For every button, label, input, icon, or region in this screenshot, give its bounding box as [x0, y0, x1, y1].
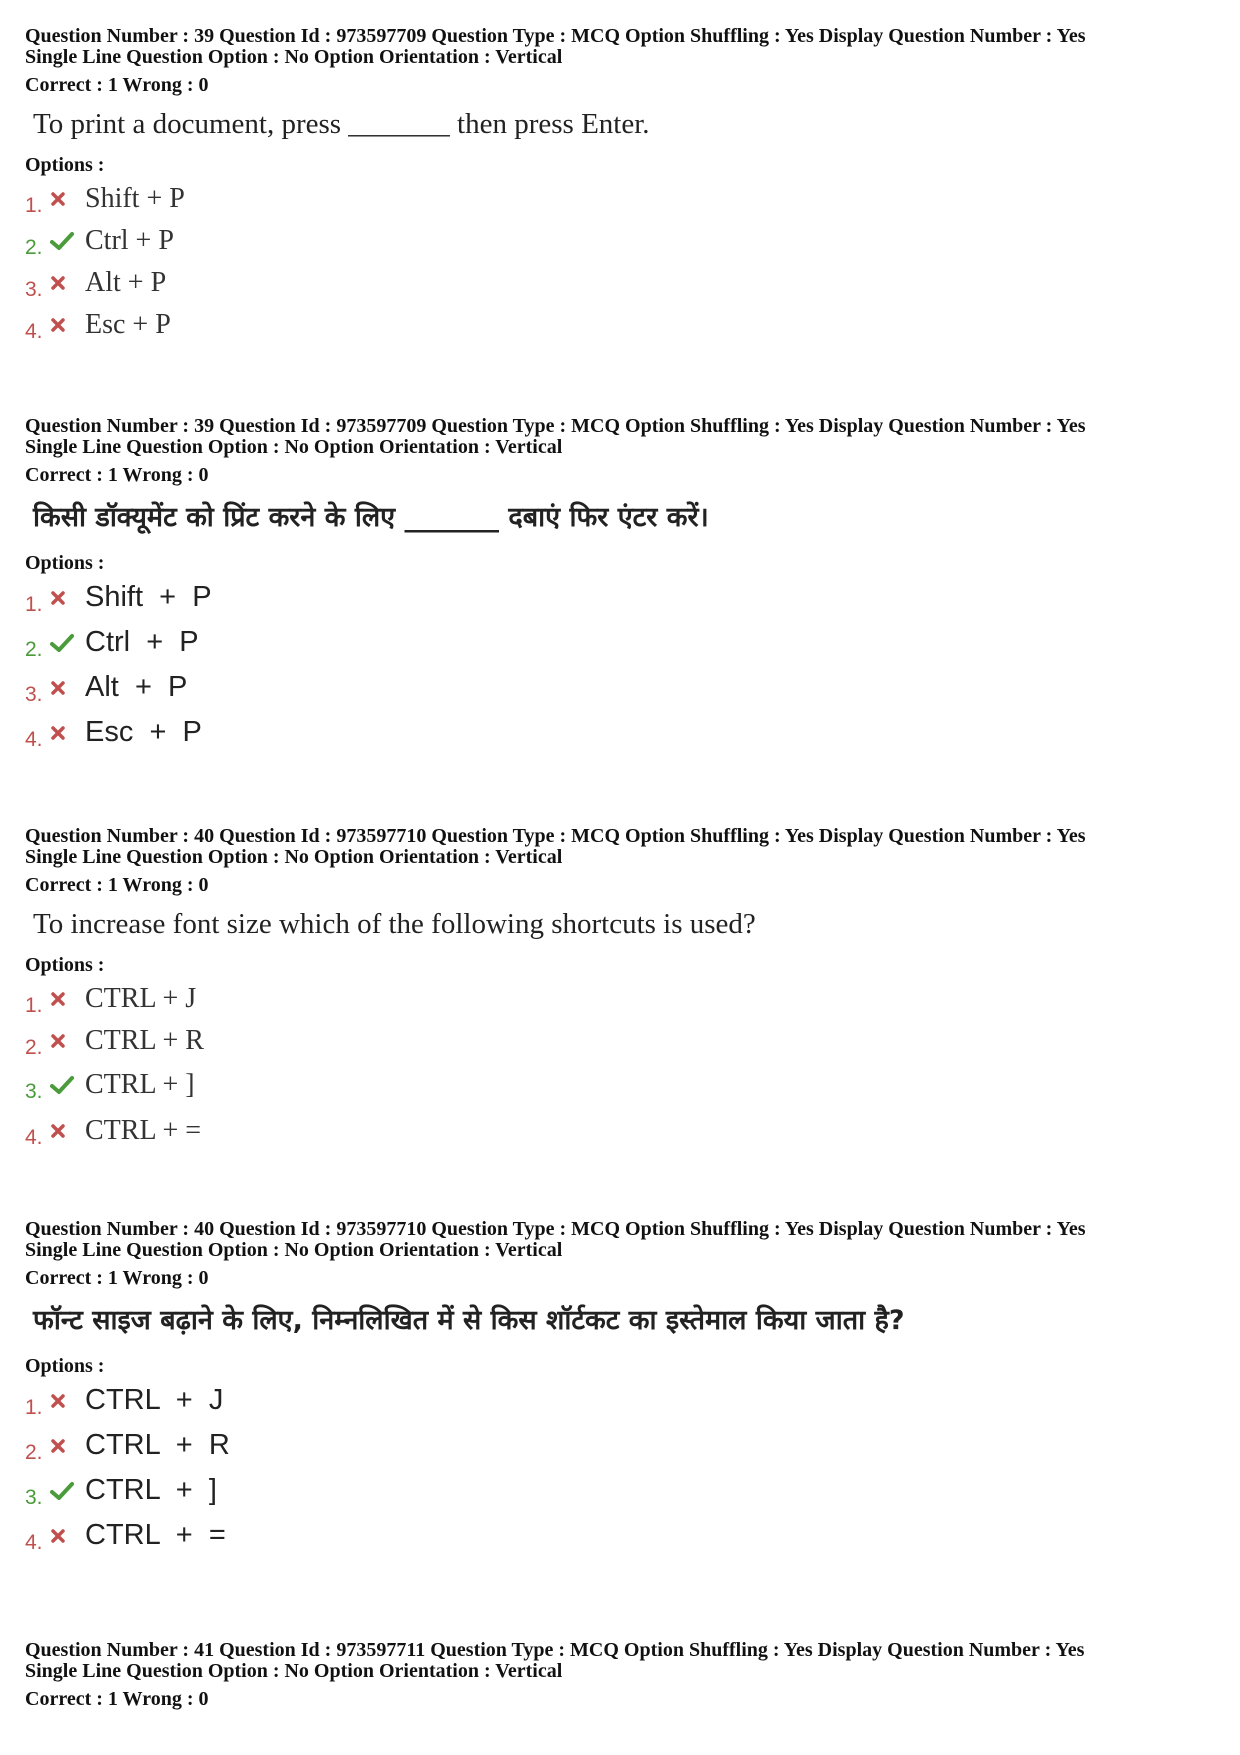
question-text: किसी डॉक्यूमेंट को प्रिंट करने के लिए _______ दबाएं फिर एंटर करें।	[33, 502, 709, 533]
meta-line-2: Single Line Question Option : No Option Orientation : Vertical	[25, 46, 563, 68]
option-row	[25, 225, 1215, 257]
option-text: Alt + P	[85, 267, 167, 298]
cross-icon	[50, 1393, 85, 1409]
question-text: To increase font size which of the following shortcuts is used?	[33, 908, 756, 940]
option-row	[25, 716, 1215, 749]
option-row	[25, 581, 1215, 614]
cross-icon	[50, 590, 85, 606]
cross-icon	[50, 191, 85, 207]
option-row	[25, 1429, 1215, 1462]
option-text: Esc + P	[85, 716, 202, 748]
option-row	[25, 1519, 1215, 1552]
marking-scheme: Correct : 1 Wrong : 0	[25, 1688, 209, 1710]
option-number: 1.	[25, 994, 43, 1017]
option-text: Ctrl + P	[85, 225, 174, 256]
marking-scheme: Correct : 1 Wrong : 0	[25, 464, 209, 486]
cross-icon	[50, 1438, 85, 1454]
options-label: Options :	[25, 552, 105, 574]
option-number: 4.	[25, 1126, 43, 1149]
cross-icon	[50, 275, 85, 291]
cross-icon	[50, 680, 85, 696]
option-text: CTRL + R	[85, 1025, 204, 1056]
option-row	[25, 1025, 1215, 1057]
question-meta	[25, 1219, 1215, 1261]
check-icon	[50, 1481, 85, 1501]
option-number: 2.	[25, 1440, 43, 1464]
meta-line-2: Single Line Question Option : No Option Orientation : Vertical	[25, 1660, 563, 1682]
meta-line-1: Question Number : 40 Question Id : 973597710 Question Type : MCQ Option Shuffling : Yes Display Question Number : Yes	[25, 825, 1086, 847]
option-row	[25, 309, 1215, 341]
cross-icon	[50, 317, 85, 333]
meta-line-1: Question Number : 40 Question Id : 973597710 Question Type : MCQ Option Shuffling : Yes Display Question Number : Yes	[25, 1218, 1086, 1240]
option-text: Esc + P	[85, 309, 171, 340]
check-icon	[50, 633, 85, 653]
option-text: Alt + P	[85, 671, 188, 703]
option-text: CTRL + ]	[85, 1069, 195, 1100]
cross-icon	[50, 725, 85, 741]
question-meta	[25, 826, 1215, 868]
meta-line-2: Single Line Question Option : No Option Orientation : Vertical	[25, 1239, 563, 1261]
meta-line-1: Question Number : 41 Question Id : 973597711 Question Type : MCQ Option Shuffling : Yes Display Question Number : Yes	[25, 1639, 1085, 1661]
option-row	[25, 1384, 1215, 1417]
cross-icon	[50, 1528, 85, 1544]
marking-scheme: Correct : 1 Wrong : 0	[25, 1267, 209, 1289]
marking-scheme: Correct : 1 Wrong : 0	[25, 74, 209, 96]
option-text: CTRL + =	[85, 1115, 202, 1146]
option-number: 1.	[25, 194, 43, 217]
option-number: 3.	[25, 1485, 43, 1509]
question-meta	[25, 416, 1215, 458]
option-number: 2.	[25, 637, 43, 661]
meta-line-1: Question Number : 39 Question Id : 973597709 Question Type : MCQ Option Shuffling : Yes Display Question Number : Yes	[25, 415, 1086, 437]
option-number: 1.	[25, 592, 43, 616]
question-text: To print a document, press _______ then press Enter.	[33, 108, 650, 140]
meta-line-2: Single Line Question Option : No Option Orientation : Vertical	[25, 436, 563, 458]
check-icon	[50, 1075, 85, 1095]
option-number: 4.	[25, 1530, 43, 1554]
option-row	[25, 267, 1215, 299]
question-block-39-en	[25, 26, 1215, 341]
question-block-40-en	[25, 826, 1215, 1147]
option-number: 4.	[25, 727, 43, 751]
check-icon	[50, 231, 85, 251]
question-block-40-hi	[25, 1219, 1215, 1552]
options-label: Options :	[25, 1355, 105, 1377]
option-row	[25, 626, 1215, 659]
option-row	[25, 1115, 1215, 1147]
option-text: CTRL + =	[85, 1519, 226, 1551]
option-row	[25, 1474, 1215, 1507]
question-block-41-en	[25, 1640, 1215, 1710]
options-label: Options :	[25, 154, 105, 176]
option-text: Shift + P	[85, 581, 212, 613]
option-text: Ctrl + P	[85, 626, 199, 658]
cross-icon	[50, 1033, 85, 1049]
option-number: 3.	[25, 1080, 43, 1103]
option-text: CTRL + ]	[85, 1474, 217, 1506]
cross-icon	[50, 1123, 85, 1139]
option-number: 4.	[25, 320, 43, 343]
meta-line-1: Question Number : 39 Question Id : 973597709 Question Type : MCQ Option Shuffling : Yes Display Question Number : Yes	[25, 25, 1086, 47]
marking-scheme: Correct : 1 Wrong : 0	[25, 874, 209, 896]
option-row	[25, 1069, 1215, 1101]
option-row	[25, 983, 1215, 1015]
cross-icon	[50, 991, 85, 1007]
question-block-39-hi	[25, 416, 1215, 749]
option-text: CTRL + J	[85, 983, 197, 1014]
option-number: 2.	[25, 1036, 43, 1059]
option-row	[25, 183, 1215, 215]
option-number: 3.	[25, 278, 43, 301]
option-row	[25, 671, 1215, 704]
option-number: 3.	[25, 682, 43, 706]
meta-line-2: Single Line Question Option : No Option Orientation : Vertical	[25, 846, 563, 868]
question-text: फॉन्ट साइज बढ़ाने के लिए, निम्नलिखित में से किस शॉर्टकट का इस्तेमाल किया जाता है?	[33, 1305, 905, 1336]
option-text: Shift + P	[85, 183, 185, 214]
option-number: 1.	[25, 1395, 43, 1419]
option-text: CTRL + R	[85, 1429, 230, 1461]
options-label: Options :	[25, 954, 105, 976]
question-meta	[25, 1640, 1215, 1682]
option-text: CTRL + J	[85, 1384, 224, 1416]
option-number: 2.	[25, 236, 43, 259]
question-meta	[25, 26, 1215, 68]
